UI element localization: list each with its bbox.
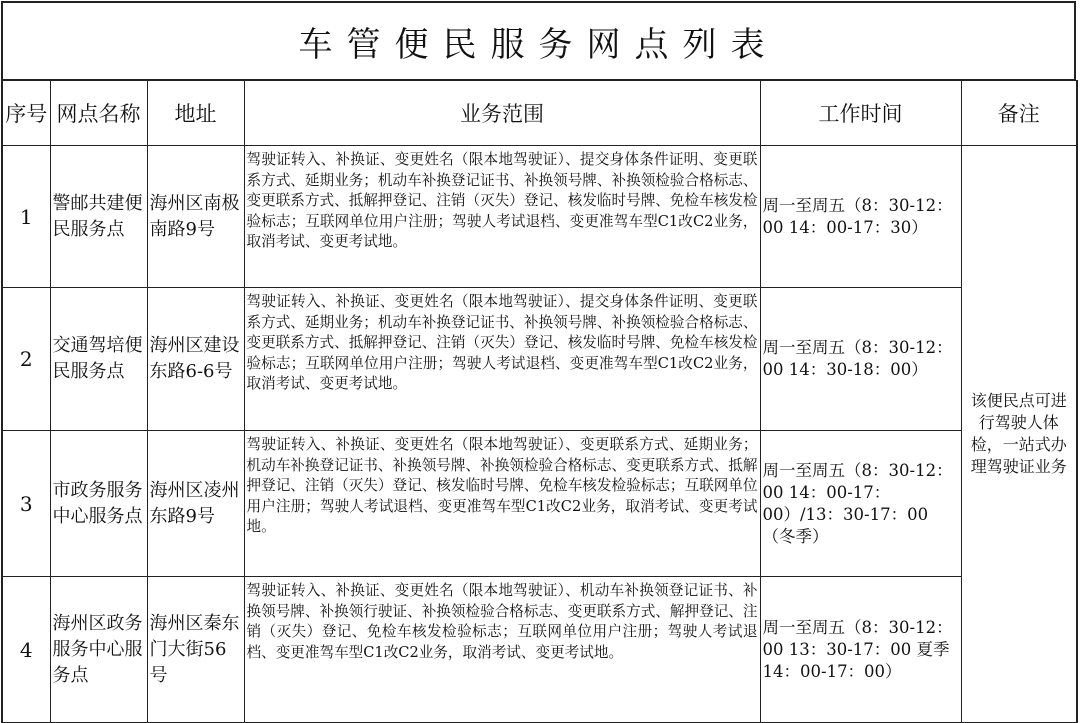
service-points-table [1,80,1078,723]
row-address: 海州区建设东路6-6号 [147,288,244,431]
table-row [2,288,1077,431]
row-name: 海州区政务服务中心服务点 [50,577,147,723]
header-seq: 序号 [2,81,50,146]
row-name: 交通驾培便民服务点 [50,288,147,431]
row-hours: 周一至周五（8：30-12：00 13：30-17：00 夏季 14：00-17：00） [760,577,961,723]
row-seq: 4 [2,577,50,723]
row-name: 市政务服务中心服务点 [50,431,147,577]
row-scope: 驾驶证转入、补换证、变更姓名（限本地驾驶证）、提交身体条件证明、变更联系方式、延期业务；机动车补换登记证书、补换领号牌、补换领检验合格标志、变更联系方式、抵解押登记、注销（灭失）登记、核发临时号牌、免检车核发检验标志；互联网单位用户注册；驾驶人考试退档、变更准驾车型C1改C2业务，取消考试、变更考试地。 [244,288,760,431]
header-row [2,81,1077,146]
table-row [2,431,1077,577]
header-note: 备注 [961,81,1077,146]
row-seq: 3 [2,431,50,577]
table-row [2,146,1077,288]
row-hours: 周一至周五（8：30-12：00 14：00-17：00）/13：30-17：00（冬季） [760,431,961,577]
row-scope: 驾驶证转入、补换证、变更姓名（限本地驾驶证）、变更联系方式、延期业务；机动车补换登记证书、补换领号牌、补换领检验合格标志、变更联系方式、抵解押登记、注销（灭失）登记、核发临时号牌、免检车核发检验标志；互联网单位用户注册；驾驶人考试退档、变更准驾车型C1改C2业务，取消考试、变更考试地。 [244,431,760,577]
row-hours: 周一至周五（8：30-12：00 14：00-17：30） [760,146,961,288]
row-seq: 1 [2,146,50,288]
header-address: 地址 [147,81,244,146]
header-name: 网点名称 [50,81,147,146]
row-hours: 周一至周五（8：30-12：00 14：30-18：00） [760,288,961,431]
row-name: 警邮共建便民服务点 [50,146,147,288]
row-scope: 驾驶证转入、补换证、变更姓名（限本地驾驶证）、提交身体条件证明、变更联系方式、延期业务；机动车补换登记证书、补换领号牌、补换领检验合格标志、变更联系方式、抵解押登记、注销（灭失）登记、核发临时号牌、免检车核发检验标志；互联网单位用户注册；驾驶人考试退档、变更准驾车型C1改C2业务，取消考试、变更考试地。 [244,146,760,288]
row-address: 海州区秦东门大街56号 [147,577,244,723]
row-address: 海州区南极南路9号 [147,146,244,288]
row-address: 海州区凌州东路9号 [147,431,244,577]
sheet-title: 车管便民服务网点列表 [1,1,1076,80]
note-cell: 该便民点可进行驾驶人体检，一站式办理驾驶证业务 [961,146,1077,723]
row-scope: 驾驶证转入、补换证、变更姓名（限本地驾驶证）、机动车补换领登记证书、补换领号牌、补换领行驶证、补换领检验合格标志、变更联系方式、解押登记、注销（灭失）登记、免检车核发检验标志；互联网单位用户注册；驾驶人考试退档、变更准驾车型C1改C2业务，取消考试、变更考试地。 [244,577,760,723]
header-hours: 工作时间 [760,81,961,146]
header-scope: 业务范围 [244,81,760,146]
row-seq: 2 [2,288,50,431]
